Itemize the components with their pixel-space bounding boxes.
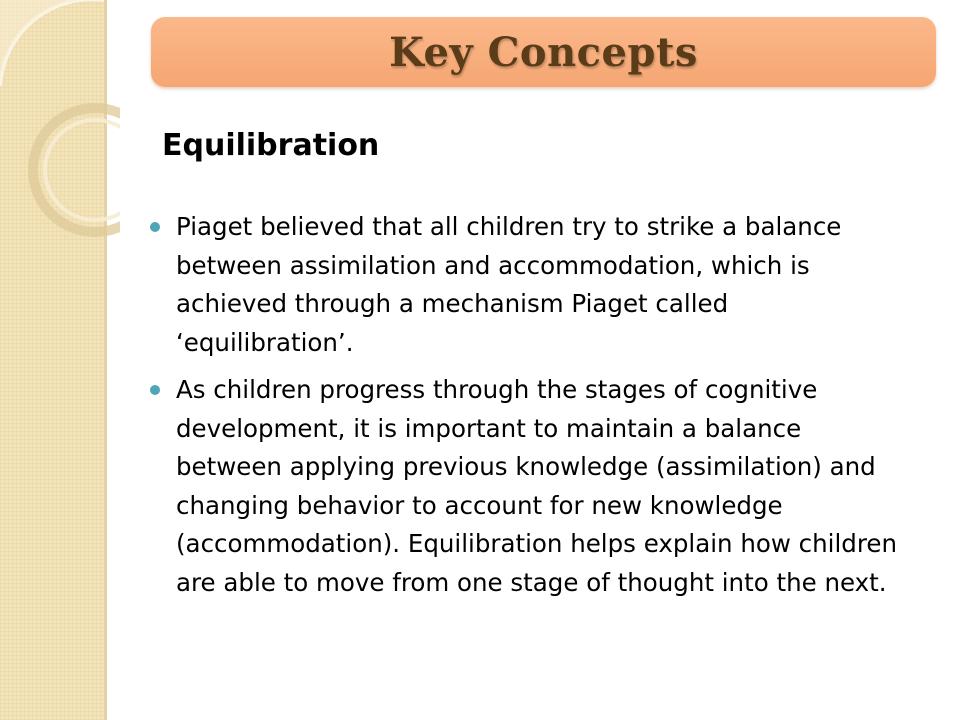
bullet-item bbox=[150, 208, 905, 362]
slide-subtitle: Equilibration bbox=[162, 128, 380, 163]
bullet-text: Piaget believed that all children try to strike a balance between assimilation and accommodation, which is achieved through a mechanism Piaget called ‘equilibration’. bbox=[176, 212, 842, 357]
bullet-text: As children progress through the stages of cognitive development, it is important to maintain a balance between applying previous knowledge (assimilation) and changing behavior to account for new knowledge (accommodation). Equilibration helps explain how children are able to move from one stage of thought into the next. bbox=[176, 375, 897, 597]
slide-title: Key Concepts bbox=[389, 28, 698, 76]
title-banner bbox=[151, 17, 936, 87]
bullet-item bbox=[150, 371, 905, 602]
bullet-dot-icon bbox=[150, 222, 160, 232]
bullet-list bbox=[150, 208, 905, 611]
decorative-circles-icon bbox=[0, 0, 120, 240]
bullet-dot-icon bbox=[150, 385, 160, 395]
